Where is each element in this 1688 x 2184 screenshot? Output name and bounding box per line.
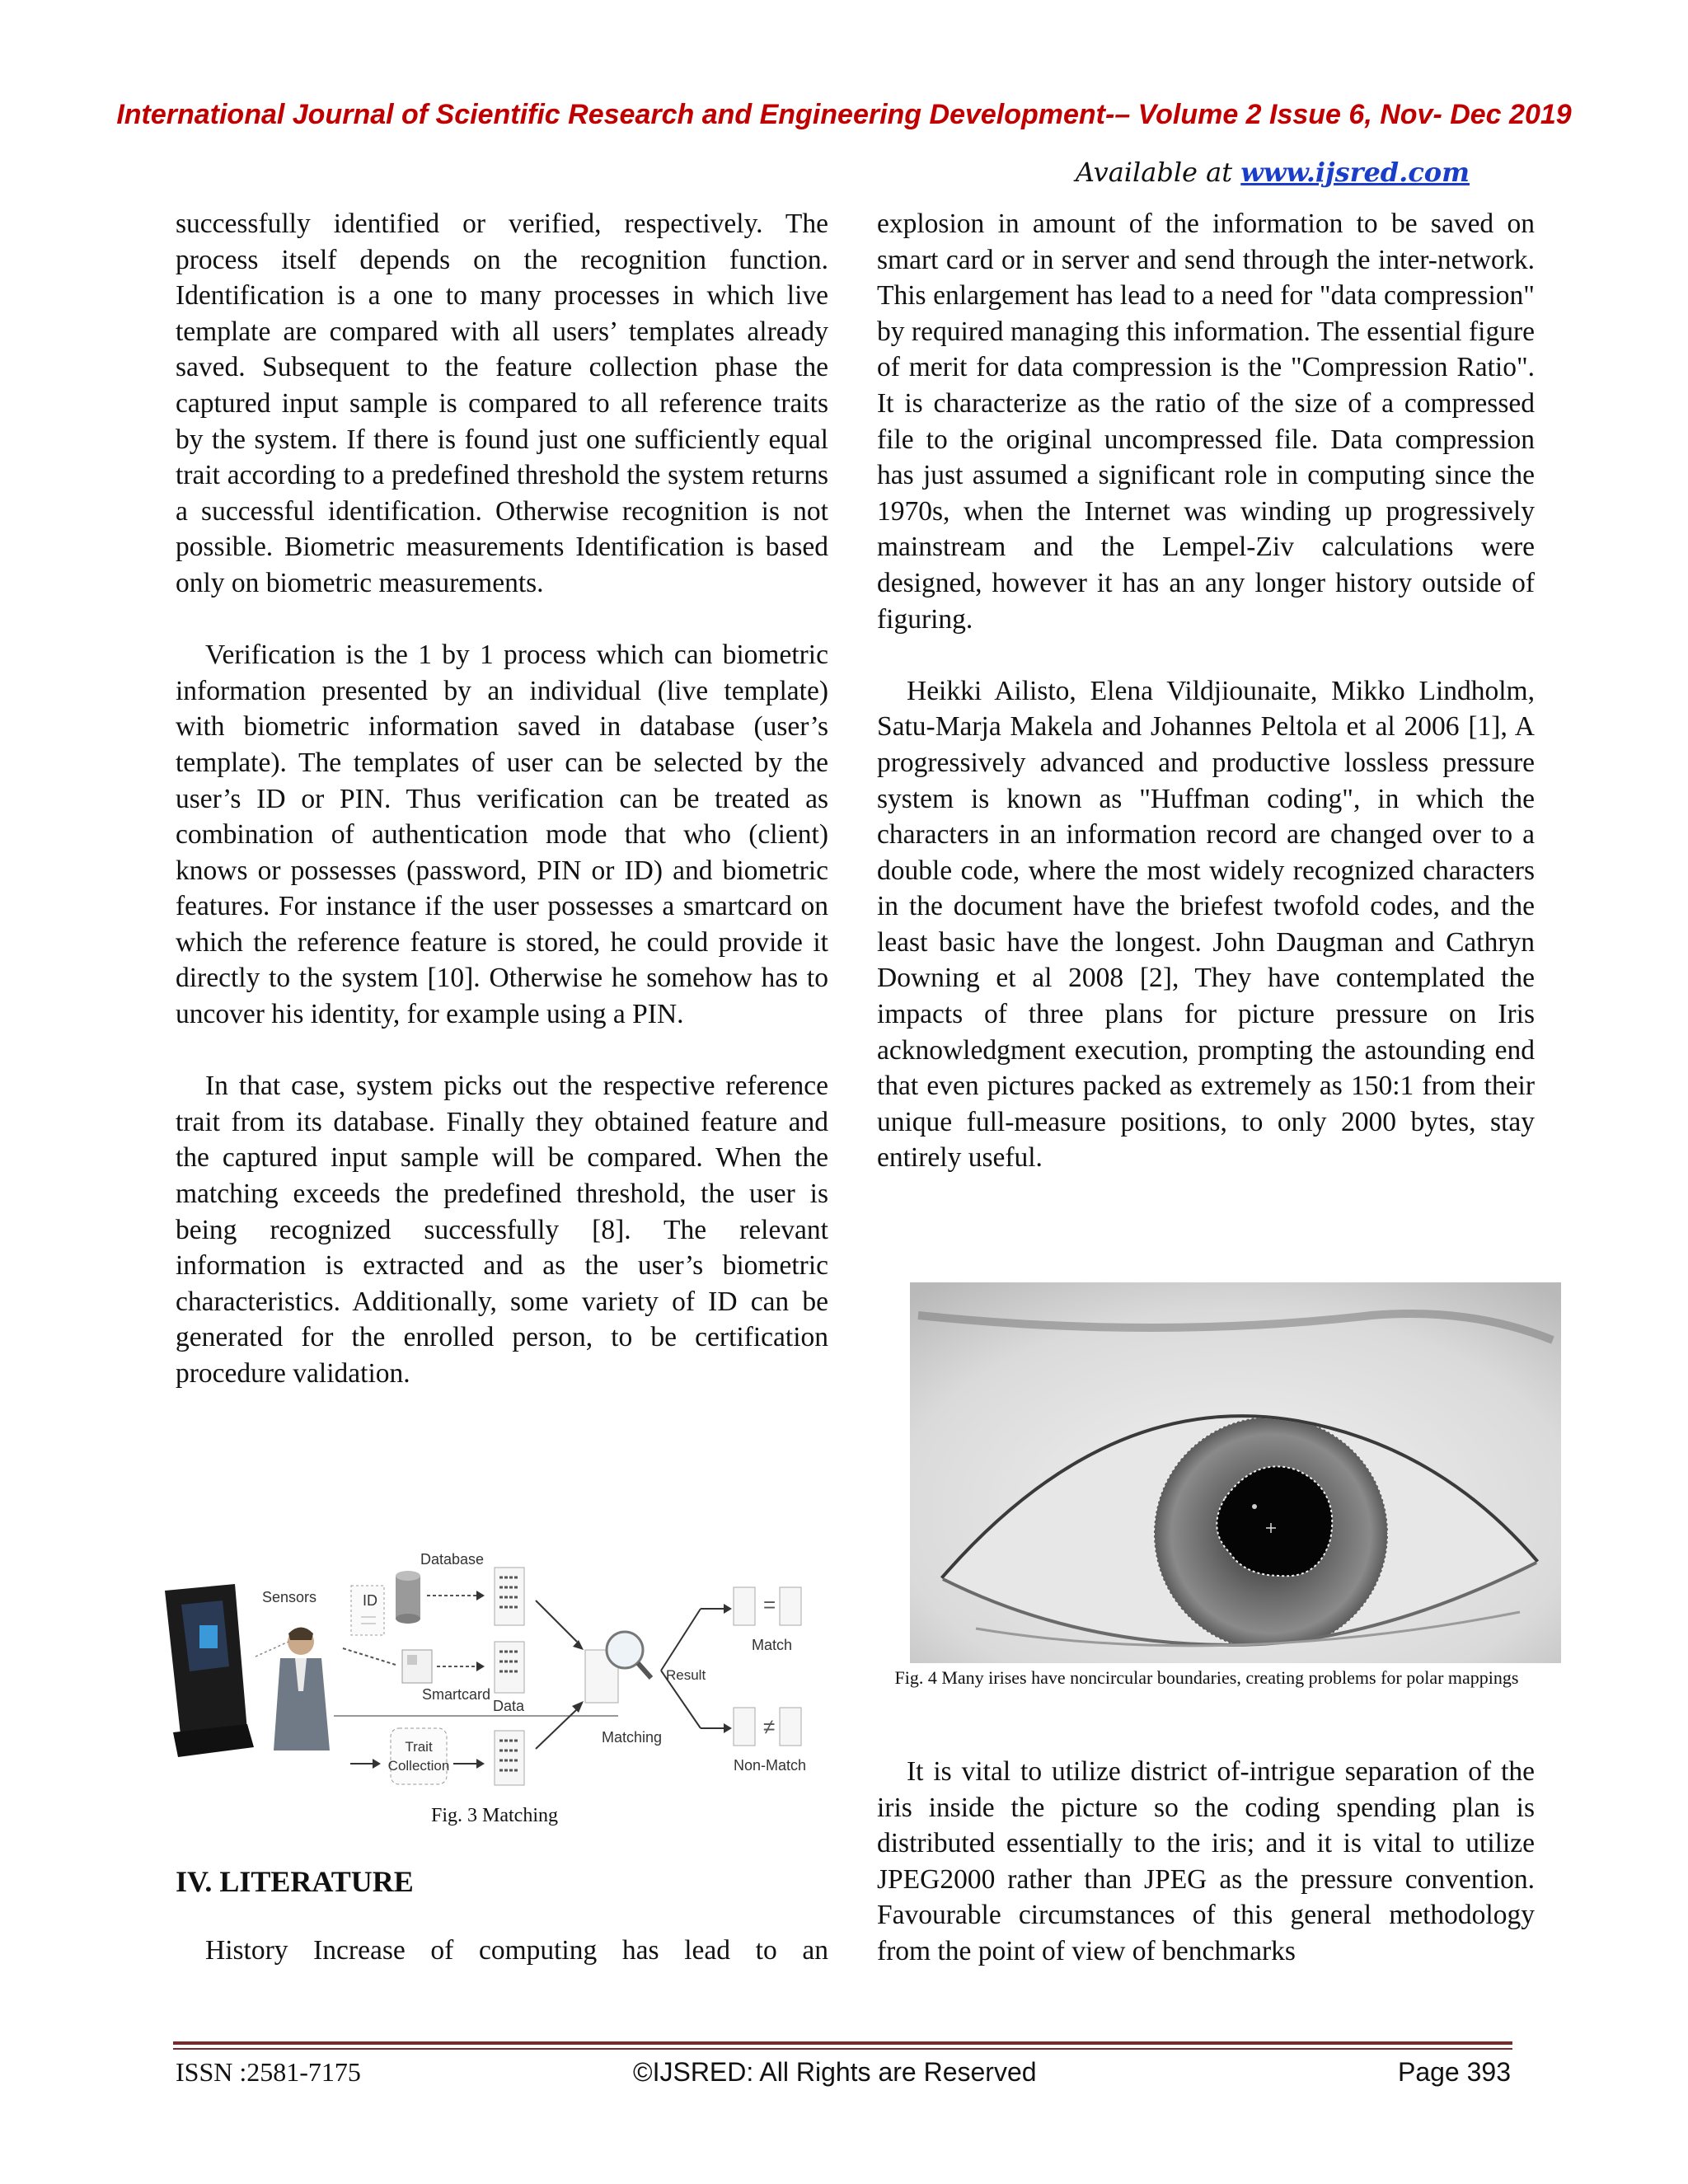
sensors-label: Sensors [262,1589,317,1605]
left-paragraph-2: Verification is the 1 by 1 process which can biometric information presented by an individual (live template) with biometric information saved in database (user’s template). The templates of user can be selected by the user’s ID or PIN. Thus verification can be treated as combination of authentication mode that who (client) knows or possesses (password, PIN or ID) and biometric features. For instance if the user possesses a smartcard on which the reference feature is stored, he could provide it directly to the system [10]. Otherwise he somehow has to uncover his identity, for example using a PIN. [176,640,828,1030]
smartcard-label: Smartcard [422,1686,491,1703]
collection-label: Collection [387,1758,450,1774]
svg-text:≠: ≠ [763,1714,776,1739]
right-paragraph-1: explosion in amount of the information to be saved on smart card or in server and send through the inter-network. This enlargement has lead to a need for "data compression" by required managing this information. The essential figure of merit for data compression is the "Compression Ratio". It is characterize as the ratio of the size of a compressed file to the original uncompressed file. Data compression has just assumed a significant role in computing since the 1970s, when the Internet was winding up progressively mainstream and the Lempel-Ziv calculations were designed, however it has an any longer history outside of figuring. [877,209,1535,635]
right-paragraph-3: It is vital to utilize district of-intrigue separation of the iris inside the picture so the coding spending plan is distributed essentially to the iris; and it is vital to utilize JPEG2000 rather than JPEG as the pressure convention. Favourable circumstances of this general methodology from the point of view of benchmarks [877,1756,1535,1966]
matching-label: Matching [602,1729,663,1746]
left-paragraph-3: In that case, system picks out the respective reference trait from its database. Finally they obtained feature and the captured input sample will be compared. When the matching exceeds the predefined threshold, the user is being recognized successfully [8]. The relevant information is extracted and as the user’s biometric characteristics. Additionally, some variety of ID can be generated for the enrolled person, to be certification procedure validation. [176,1071,828,1389]
iris-photo-figure [910,1282,1561,1663]
svg-text:=: = [763,1592,776,1617]
footer-page-number: Page 393 [1397,2057,1511,2087]
journal-website-link[interactable]: www.ijsred.com [1240,157,1470,188]
match-label: Match [752,1637,793,1653]
available-at-line [1076,157,1470,188]
trait-label: Trait [405,1739,433,1755]
result-label: Result [666,1667,706,1683]
captured-sample-icon [495,1731,524,1785]
journal-header-title: International Journal of Scientific Research and Engineering Development-– Volume 2 Issue 6, Nov- Dec 2019 [116,99,1572,130]
matching-diagram-figure [157,1526,832,1790]
database-label: Database [420,1551,485,1568]
section-heading-literature: IV. LITERATURE [176,1865,414,1898]
smartcard-icon [402,1650,432,1683]
id-label: ID [363,1592,377,1609]
right-paragraph-2: Heikki Ailisto, Elena Vildjiounaite, Mikko Lindholm, Satu-Marja Makela and Johannes Peltola et al 2006 [1], A progressively advanced and productive lossless pressure system is known as "Huffman coding", in which the characters in an information record are changed over to a double code, where the most widely recognized characters in the document have the briefest twofold codes, and the least basic have the longest. John Daugman and Cathryn Downing et al 2008 [2], They have contemplated the impacts of three plans for picture pressure on Iris acknowledgment execution, prompting the astounding end that even pictures packed as extremely as 150:1 from their unique full-measure positions, to only 2000 bytes, stay entirely useful. [877,675,1535,1174]
footer-issn: ISSN :2581-7175 [176,2057,361,2087]
left-paragraph-1: successfully identified or verified, respectively. The process itself depends on the recognition function. Identification is a one to many processes in which live template are compared with all users’ templates already saved. Subsequent to the feature collection phase the captured input sample is compared to all reference traits by the system. If there is found just one sufficiently equal trait according to a predefined threshold the system returns a successful identification. Otherwise recognition is not possible. Biometric measurements Identification is based only on biometric measurements. [176,209,828,598]
figure-3-caption: Fig. 3 Matching [431,1805,558,1826]
literature-paragraph: History Increase of computing has lead to an [205,1935,828,1966]
left-column [176,206,828,1392]
non-match-label: Non-Match [734,1757,807,1774]
figure-4-caption: Fig. 4 Many irises have noncircular boundaries, creating problems for polar mappings [894,1667,1519,1688]
right-column-lower [877,1754,1535,1970]
data-label: Data [493,1698,525,1714]
footer-rule-thin [173,2048,1512,2050]
database-icon [396,1571,420,1624]
footer-rule-thick [173,2041,1512,2045]
footer-copyright: ©IJSRED: All Rights are Reserved [633,2057,1037,2087]
right-column [877,206,1535,1176]
available-at-prefix: Available at [1075,157,1241,188]
